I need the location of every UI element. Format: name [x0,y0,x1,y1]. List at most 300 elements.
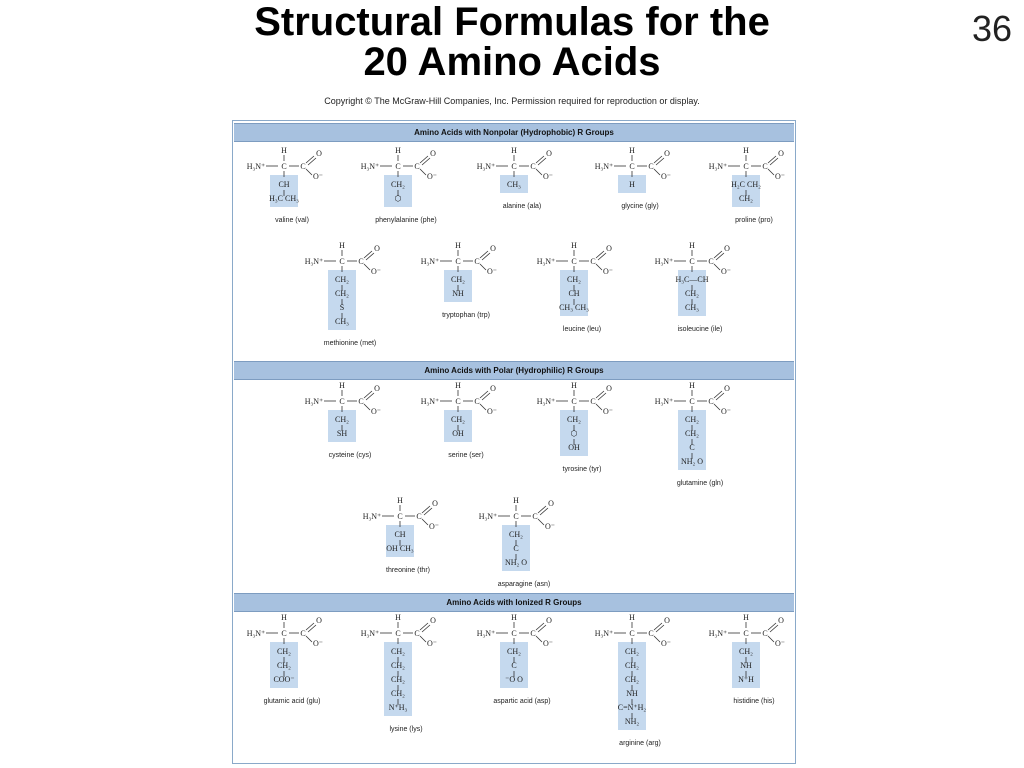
bond [596,404,602,410]
amino-acid-structure [462,145,582,210]
section-heading-polar: Amino Acids with Polar (Hydrophilic) R Groups [234,361,794,380]
bond [596,264,602,270]
bond [480,251,488,258]
carboxyl-carbon: C [648,162,654,171]
r-group-atom: ⬡ [570,429,578,438]
amino-group: H₃N⁺ [708,162,728,171]
carbonyl-oxygen: O [430,616,436,625]
bond [654,623,662,630]
bond [768,156,776,163]
carbonyl-oxygen: O [490,384,496,393]
amino-acid-structure [640,380,760,487]
amino-acid-name: alanine (ala) [502,203,542,210]
bond [536,156,544,163]
carboxyl-carbon: C [474,257,480,266]
carboxyl-carbon: C [530,629,536,638]
amino-group: H₃N⁺ [478,512,498,521]
r-group-atom: C [511,661,517,670]
r-group-atom: H₂C CH₂ [731,180,761,189]
amino-acid-structure [464,495,584,588]
bond [538,519,544,525]
alpha-hydrogen: H [397,496,403,505]
bond [366,253,374,260]
bond [714,264,720,270]
structure-diagram [406,240,526,310]
structure-diagram [232,145,352,215]
alpha-hydrogen: H [571,241,577,250]
bond [306,623,314,630]
alpha-carbon: C [629,629,635,638]
amino-acid-name: arginine (arg) [619,740,661,747]
amino-group: H₃N⁺ [536,257,556,266]
carboxyl-carbon: C [300,629,306,638]
amino-group: H₃N⁺ [594,629,614,638]
r-group-atom: CH₂ [685,415,699,424]
carbonyl-oxygen: O [430,149,436,158]
amino-group: H₃N⁺ [360,629,380,638]
carbonyl-oxygen: O [374,244,380,253]
amino-group: H₃N⁺ [360,162,380,171]
carboxylate-oxygen: O⁻ [487,407,497,416]
amino-acid-structure [290,240,410,347]
amino-group: H₃N⁺ [362,512,382,521]
bond [654,156,662,163]
amino-acid-structure [640,240,760,333]
r-group-atom: S [339,303,345,312]
carboxyl-carbon: C [416,512,422,521]
r-group-atom: CH₂ [335,415,349,424]
bond [596,391,604,398]
carboxylate-oxygen: O⁻ [371,267,381,276]
r-group-atom: H [629,180,635,189]
amino-acid-name: glutamic acid (glu) [263,698,321,705]
bond [422,625,430,632]
carboxylate-oxygen: O⁻ [721,267,731,276]
alpha-carbon: C [513,512,519,521]
r-group-atom: CH₂ [509,530,523,539]
alpha-carbon: C [339,397,345,406]
amino-group: H₃N⁺ [536,397,556,406]
section-heading-nonpolar: Amino Acids with Nonpolar (Hydrophobic) R Groups [234,123,794,142]
amino-acid-name: valine (val) [275,217,309,224]
amino-acid-structure [346,145,466,224]
carboxylate-oxygen: O⁻ [543,172,553,181]
amino-acid-structure [580,145,700,210]
alpha-hydrogen: H [511,146,517,155]
r-group-atom: NH [626,689,638,698]
amino-acid-structure [580,612,700,747]
bond [422,506,430,513]
alpha-carbon: C [281,162,287,171]
structure-diagram [348,495,468,565]
alpha-carbon: C [571,397,577,406]
carbonyl-oxygen: O [664,616,670,625]
r-group-atom: CH₂ [335,289,349,298]
r-group-atom: H₃C—CH [675,275,709,284]
r-group-atom: C [513,544,519,553]
carbonyl-oxygen: O [778,616,784,625]
bond [420,636,426,642]
structure-diagram [290,240,410,338]
carbonyl-oxygen: O [724,384,730,393]
carboxylate-oxygen: O⁻ [313,639,323,648]
bond [770,625,778,632]
alpha-hydrogen: H [281,613,287,622]
carboxyl-carbon: C [474,397,480,406]
carbonyl-oxygen: O [778,149,784,158]
bond [540,508,548,515]
r-group-atom: NH₂ [624,717,640,726]
r-group-atom: CH [278,180,290,189]
bond [536,623,544,630]
carboxyl-carbon: C [648,629,654,638]
r-group-atom: CH₂ [391,675,405,684]
r-group-atom: CH₂ [451,415,465,424]
alpha-carbon: C [281,629,287,638]
r-group-atom: CH₂ [625,661,639,670]
bond [480,404,486,410]
bond [420,169,426,175]
carbonyl-oxygen: O [490,244,496,253]
bond [424,508,432,515]
amino-acid-name: leucine (leu) [562,326,602,333]
structure-diagram [640,240,760,324]
carboxyl-carbon: C [708,397,714,406]
slide-number: 36 [971,8,1012,49]
carboxyl-carbon: C [300,162,306,171]
r-group-atom: CH₂ [277,647,291,656]
amino-acid-structure [522,240,642,333]
amino-acid-name: lysine (lys) [389,726,423,733]
bond [536,169,542,175]
bond [768,169,774,175]
r-group-atom: NH₂ O [504,558,528,567]
r-group-atom: CH₃ [335,317,349,326]
r-group-atom: ⬡ [394,194,402,203]
carbonyl-oxygen: O [316,616,322,625]
amino-acid-structure [522,380,642,473]
carboxylate-oxygen: O⁻ [775,639,785,648]
alpha-hydrogen: H [281,146,287,155]
carboxylate-oxygen: O⁻ [371,407,381,416]
bond [482,393,490,400]
bond [656,158,664,165]
alpha-carbon: C [395,162,401,171]
alpha-hydrogen: H [629,613,635,622]
carbonyl-oxygen: O [724,244,730,253]
bond [598,253,606,260]
amino-group: H₃N⁺ [420,257,440,266]
bond [306,636,312,642]
r-group-atom: CH [568,289,580,298]
amino-acid-structure [346,612,466,733]
carboxylate-oxygen: O⁻ [721,407,731,416]
r-group-atom: CH₂ [685,429,699,438]
amino-group: H₃N⁺ [304,397,324,406]
alpha-hydrogen: H [743,613,749,622]
structure-diagram [290,380,410,450]
alpha-carbon: C [511,629,517,638]
r-group-atom: CH₂ [335,275,349,284]
amino-acid-name: tyrosine (tyr) [562,466,602,473]
alpha-hydrogen: H [455,381,461,390]
amino-acid-name: serine (ser) [448,452,484,459]
bond [716,253,724,260]
carboxyl-carbon: C [358,257,364,266]
amino-group: H₃N⁺ [476,162,496,171]
carboxylate-oxygen: O⁻ [427,172,437,181]
amino-acid-structure [406,240,526,319]
bond [366,393,374,400]
r-group-atom: CH₂ [391,647,405,656]
r-group-atom: SH [336,429,348,438]
carboxyl-carbon: C [590,397,596,406]
alpha-carbon: C [395,629,401,638]
alpha-hydrogen: H [689,381,695,390]
carboxyl-carbon: C [414,162,420,171]
bond [538,625,546,632]
alpha-hydrogen: H [395,146,401,155]
carboxyl-carbon: C [358,397,364,406]
alpha-carbon: C [455,397,461,406]
bond [714,404,720,410]
structure-diagram [522,380,642,464]
r-group-atom: NH [740,661,752,670]
carbonyl-oxygen: O [546,616,552,625]
alpha-carbon: C [455,257,461,266]
amino-acid-structure [694,612,814,705]
r-group-atom: OH [452,429,464,438]
alpha-hydrogen: H [395,613,401,622]
carboxylate-oxygen: O⁻ [313,172,323,181]
amino-group: H₃N⁺ [420,397,440,406]
bond [656,625,664,632]
structure-diagram [464,495,584,579]
r-group-atom: ⁻O O [505,675,523,684]
r-group-atom: C [689,443,695,452]
carbonyl-oxygen: O [546,149,552,158]
r-group-atom: NH [452,289,464,298]
bond [596,251,604,258]
amino-group: H₃N⁺ [654,397,674,406]
r-group-atom: CH [394,530,406,539]
r-group-atom: CH₂ [391,180,405,189]
structure-diagram [580,612,700,738]
bond [420,156,428,163]
carboxylate-oxygen: O⁻ [661,639,671,648]
carbonyl-oxygen: O [316,149,322,158]
copyright-notice: Copyright © The McGraw-Hill Companies, Inc. Permission required for reproduction or display. [324,96,700,106]
structure-diagram [462,145,582,201]
amino-group: H₃N⁺ [246,629,266,638]
amino-acid-structure [406,380,526,459]
carboxylate-oxygen: O⁻ [545,522,555,531]
r-group-atom: CH₃ [685,303,699,312]
alpha-carbon: C [689,257,695,266]
bond [480,264,486,270]
r-group-atom: CH₂ [739,194,753,203]
bond [482,253,490,260]
carboxyl-carbon: C [414,629,420,638]
bond [538,158,546,165]
bond [536,636,542,642]
amino-group: H₃N⁺ [246,162,266,171]
amino-acid-name: methionine (met) [323,340,377,347]
amino-group: H₃N⁺ [708,629,728,638]
bond [306,156,314,163]
carboxylate-oxygen: O⁻ [603,407,613,416]
r-group-atom: CH₂ [739,647,753,656]
carboxylate-oxygen: O⁻ [775,172,785,181]
amino-acid-structure [348,495,468,574]
carboxylate-oxygen: O⁻ [427,639,437,648]
r-group-atom: OH CH₃ [386,544,414,553]
bond [364,391,372,398]
bond [422,158,430,165]
r-group-atom: COO⁻ [273,675,295,684]
bond [598,393,606,400]
amino-acid-name: glycine (gly) [621,203,659,210]
carboxyl-carbon: C [708,257,714,266]
bond [716,393,724,400]
r-group-atom: CH₂ [391,661,405,670]
amino-acid-name: glutamine (gln) [676,480,724,487]
carboxyl-carbon: C [762,162,768,171]
carboxyl-carbon: C [530,162,536,171]
carbonyl-oxygen: O [432,499,438,508]
carbonyl-oxygen: O [606,384,612,393]
r-group-atom: OH [568,443,580,452]
alpha-hydrogen: H [511,613,517,622]
amino-acid-name: proline (pro) [735,217,773,224]
carbonyl-oxygen: O [606,244,612,253]
structure-diagram [522,240,642,324]
structure-diagram [232,612,352,696]
structure-diagram [640,380,760,478]
carboxylate-oxygen: O⁻ [543,639,553,648]
bond [422,519,428,525]
alpha-hydrogen: H [513,496,519,505]
bond [420,623,428,630]
alpha-hydrogen: H [339,381,345,390]
amino-acid-name: cysteine (cys) [328,452,372,459]
structure-diagram [406,380,526,450]
alpha-hydrogen: H [571,381,577,390]
bond [480,391,488,398]
carboxylate-oxygen: O⁻ [661,172,671,181]
amino-group: H₃N⁺ [654,257,674,266]
r-group-atom: CH₂ [451,275,465,284]
amino-acid-name: asparagine (asn) [497,581,551,588]
structure-diagram [462,612,582,696]
alpha-hydrogen: H [455,241,461,250]
amino-acid-name: threonine (thr) [386,567,430,574]
bond [306,169,312,175]
bond [654,636,660,642]
structure-diagram [694,612,814,696]
title-line-2: 20 Amino Acids [363,40,661,84]
bond [308,158,316,165]
amino-acid-structure [232,145,352,224]
alpha-hydrogen: H [629,146,635,155]
amino-acid-name: phenylalanine (phe) [375,217,437,224]
carbonyl-oxygen: O [374,384,380,393]
bond [364,404,370,410]
bond [538,506,546,513]
alpha-hydrogen: H [743,146,749,155]
r-group-atom: C=N⁺H₂ [617,703,647,712]
r-group-atom: NH₂ O [680,457,704,466]
title-line-1: Structural Formulas for the [254,0,770,44]
amino-acid-structure [694,145,814,224]
r-group-atom: CH₂ [685,289,699,298]
r-group-atom: CH₂ [567,415,581,424]
r-group-atom: CH₂ [567,275,581,284]
bond [768,623,776,630]
bond [770,158,778,165]
bond [714,391,722,398]
bond [364,251,372,258]
r-group-atom: CH₂ [625,647,639,656]
r-group-atom: H₃C CH₃ [269,194,299,203]
bond [768,636,774,642]
carboxyl-carbon: C [590,257,596,266]
amino-acid-structure [290,380,410,459]
alpha-carbon: C [629,162,635,171]
carbonyl-oxygen: O [664,149,670,158]
structure-diagram [346,612,466,724]
section-heading-ionized: Amino Acids with Ionized R Groups [234,593,794,612]
amino-acid-name: tryptophan (trp) [442,312,490,319]
bond [654,169,660,175]
bond [364,264,370,270]
amino-acid-name: isoleucine (ile) [677,326,723,333]
amino-acid-structure [232,612,352,705]
alpha-carbon: C [571,257,577,266]
r-group-atom: N⁺H₃ [388,703,408,712]
alpha-carbon: C [743,629,749,638]
carboxylate-oxygen: O⁻ [487,267,497,276]
r-group-atom: CH₂ [391,689,405,698]
carboxyl-carbon: C [762,629,768,638]
r-group-atom: CH₂ [507,647,521,656]
alpha-carbon: C [339,257,345,266]
amino-acid-structure [462,612,582,705]
amino-acid-name: histidine (his) [733,698,775,705]
bond [714,251,722,258]
r-group-atom: CH₂ [277,661,291,670]
alpha-carbon: C [689,397,695,406]
amino-group: H₃N⁺ [476,629,496,638]
carbonyl-oxygen: O [548,499,554,508]
r-group-atom: CH₃ CH₃ [559,303,589,312]
alpha-carbon: C [397,512,403,521]
carboxylate-oxygen: O⁻ [603,267,613,276]
r-group-atom: CH₃ [507,180,521,189]
amino-acid-name: aspartic acid (asp) [493,698,551,705]
alpha-hydrogen: H [689,241,695,250]
bond [308,625,316,632]
amino-group: H₃N⁺ [594,162,614,171]
structure-diagram [346,145,466,215]
carboxyl-carbon: C [532,512,538,521]
amino-group: H₃N⁺ [304,257,324,266]
r-group-atom: CH₂ [625,675,639,684]
carboxylate-oxygen: O⁻ [429,522,439,531]
structure-diagram [580,145,700,201]
structure-diagram [694,145,814,215]
alpha-carbon: C [743,162,749,171]
